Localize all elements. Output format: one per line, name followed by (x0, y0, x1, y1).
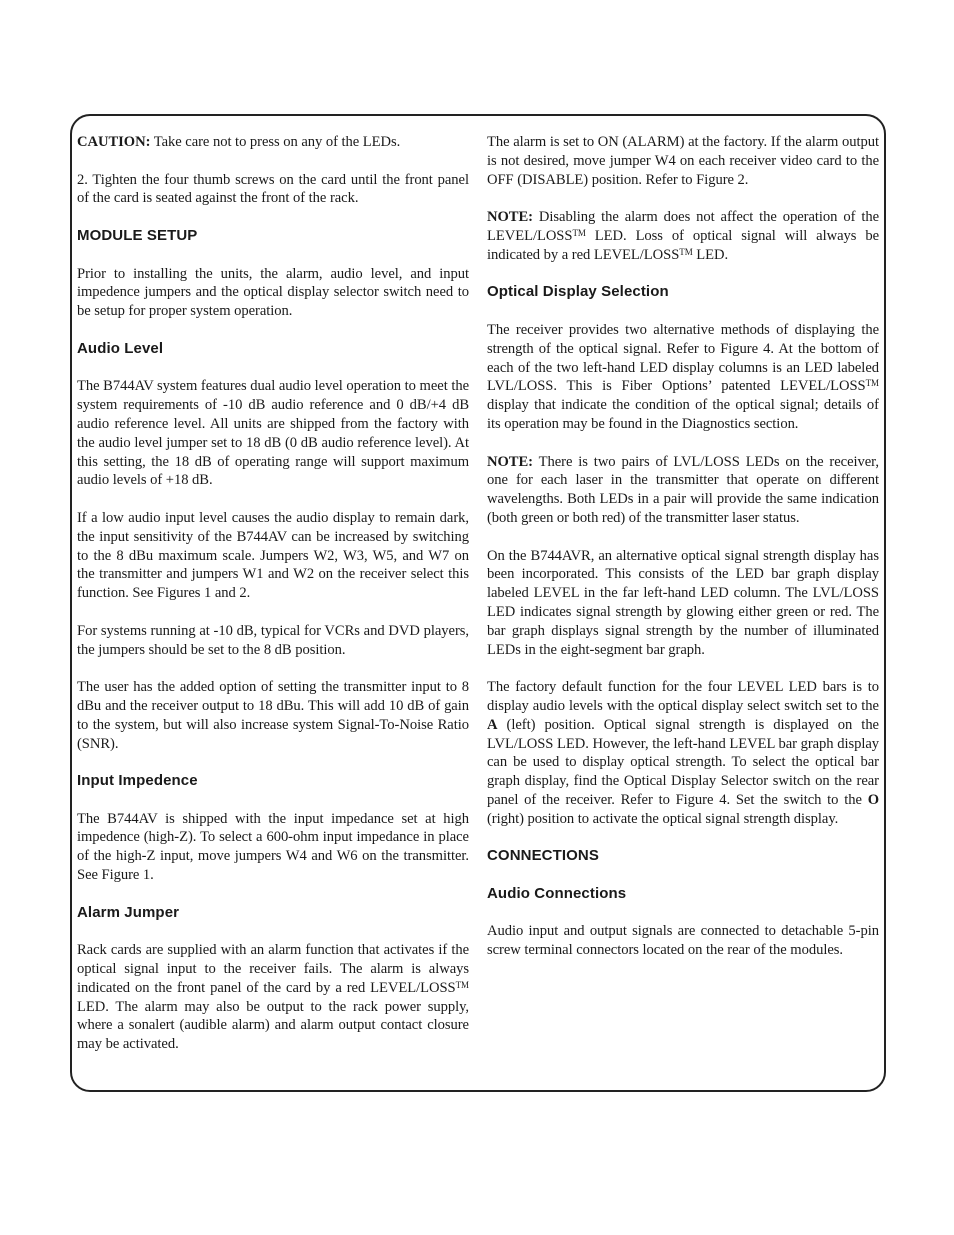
module-setup-paragraph: Prior to installing the units, the alarm, audio level, and input impedence jumpers and the optical display selector switch need to be setup for proper system operation. (77, 265, 469, 320)
heading-alarm-jumper: Alarm Jumper (77, 903, 180, 921)
factory-text-a: The factory default function for the four LEVEL LED bars is to display audio levels with the optical display select switch set to the (487, 679, 879, 714)
note-1-label: NOTE: (487, 209, 533, 226)
factory-bold-a: A (487, 716, 498, 733)
audio-level-paragraph-2: If a low audio input level causes the audio display to remain dark, the input sensitivity of the B744AV can be increased by switching to the 8 dBu maximum scale. Jumpers W2, W3, W5, and W7 on the transmitter and jumpers W1 and W2 on the receiver select this function. See Figures 1 and 2. (77, 509, 469, 602)
factory-text-b: (left) position. Optical signal strength is displayed on the LVL/LOSS LED. However, the left-hand LEVEL bar graph display can be used to display optical strength. To select the optical bar graph display, find the Optical Display Selector switch on the rear panel of the receiver. Refer to Figure 4. Set the switch to the (487, 716, 879, 808)
alarm-jumper-paragraph (77, 941, 469, 1054)
note-2-label: NOTE: (487, 453, 533, 470)
audio-level-paragraph-1: The B744AV system features dual audio level operation to meet the system requirements of -10 dB audio reference and 0 dB/+4 dB audio reference level. All units are shipped from the factory with the audio level jumper set to 18 dB (0 dB audio reference level). At this setting, the 18 dB of operating range will support maximum audio levels of +18 dB. (77, 378, 469, 489)
heading-optical-display-selection: Optical Display Selection (487, 283, 669, 301)
factory-bold-o: O (867, 791, 879, 808)
optical-text-b: display that indicate the condition of the optical signal; details of its operation may be found in the Diagnostics section. (487, 397, 879, 432)
alarm-set-paragraph: The alarm is set to ON (ALARM) at the factory. If the alarm output is not desired, move jumper W4 on each receiver video card to the OFF (DISABLE) position. Refer to Figure 2. (487, 134, 879, 188)
trademark-mark: TM (679, 246, 693, 257)
b744avr-paragraph: On the B744AVR, an alternative optical signal strength display has been incorporated. This consists of the LED bar graph display labeled LEVEL in the far left-hand LED column. The LVL/LOSS LED indicates signal strength by glowing either green or red. The bar graph displays signal strength by the number of illuminated LEDs in the eight-segment bar graph. (487, 547, 879, 658)
alarm-text-b: LED. The alarm may also be output to the rack power supply, where a sonalert (audible alarm) and alarm output contact closure may be activated. (77, 998, 469, 1053)
factory-default-paragraph (487, 678, 879, 828)
heading-audio-connections: Audio Connections (487, 884, 627, 902)
note-1-text-b: LED. Loss of optical signal will always be indicated by a red LEVEL/LOSS (487, 227, 879, 263)
caution-paragraph (77, 133, 469, 152)
alarm-text-a: Rack cards are supplied with an alarm function that activates if the optical signal input to the receiver fails. The alarm is always indicated on the front panel of the card by a red LEVEL/LOSS (77, 942, 469, 996)
left-column (77, 133, 469, 1054)
optical-text-a: The receiver provides two alternative methods of displaying the strength of the optical signal. Refer to Figure 4. At the bottom of each of the two left-hand LED display columns is an LED labeled LVL/LOSS. This is Fiber Options’ patented LEVEL/LOSS (487, 321, 879, 395)
heading-module-setup: MODULE SETUP (77, 226, 198, 244)
note-2-text: There is two pairs of LVL/LOSS LEDs on the receiver, one for each laser in the transmitter that operate on different wavelengths. Both LEDs in a pair will provide the same indication (both green or both red) of the transmitter laser status. (487, 453, 879, 526)
audio-level-paragraph-4: The user has the added option of setting the transmitter input to 8 dBu and the receiver output to 18 dBu. This will add 10 dB of gain to the system, but will also increase system Signal-To-Noise Ratio (SNR). (77, 679, 469, 752)
note-2-paragraph (487, 453, 879, 528)
heading-connections: CONNECTIONS (487, 847, 599, 865)
audio-connections-paragraph: Audio input and output signals are connected to detachable 5-pin screw terminal connectors located on the rear of the modules. (487, 923, 879, 959)
note-1-paragraph (487, 208, 879, 264)
trademark-mark: TM (572, 227, 586, 238)
step-2-paragraph: 2. Tighten the four thumb screws on the card until the front panel of the card is seated against the front of the rack. (77, 171, 469, 207)
right-column (487, 133, 879, 960)
note-1-text-a: Disabling the alarm does not affect the operation of the LEVEL/LOSS (487, 209, 879, 244)
audio-level-paragraph-3: For systems running at -10 dB, typical for VCRs and DVD players, the jumpers should be set to the 8 dB position. (77, 622, 469, 658)
trademark-mark: TM (865, 378, 879, 389)
trademark-mark: TM (455, 979, 469, 990)
optical-display-paragraph (487, 321, 879, 434)
caution-label: CAUTION: (77, 134, 151, 150)
heading-audio-level: Audio Level (77, 339, 164, 357)
factory-text-c: (right) position to activate the optical signal strength display. (487, 810, 839, 827)
caution-text: Take care not to press on any of the LEDs. (150, 134, 401, 150)
input-impedence-paragraph: The B744AV is shipped with the input impedance set at high impedence (high-Z). To select a 600-ohm input impedance in place of the high-Z input, move jumpers W4 and W6 on the transmitter. See Figure 1. (77, 810, 469, 884)
heading-input-impedence: Input Impedence (77, 772, 198, 790)
note-1-text-c: LED. (692, 246, 729, 263)
